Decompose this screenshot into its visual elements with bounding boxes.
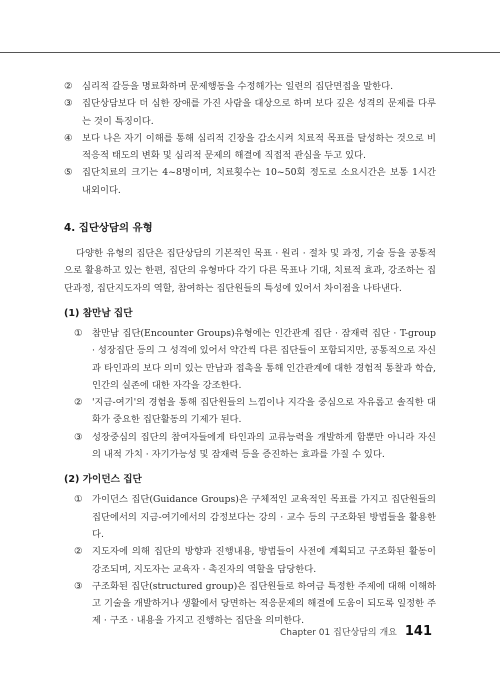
list-item: ③ 구조화된 집단(structured group)은 집단원들로 하여금 특정한 주제에 대해 이해하고 기술을 개발하거나 생활에서 당면하는 적응문제의 해결에 도움이 되도록 일정한 주제 · 구조 · 내용을 가지고 진행하는 집단을 의미한다. (74, 580, 436, 627)
intro-list (64, 78, 436, 199)
section-title: 4. 집단상담의 유형 (64, 222, 153, 235)
list-item: ② 지도자에 의해 집단의 방향과 진행내용, 방법들이 사전에 계획되고 구조화된 활동이 강조되며, 지도자는 교육자 · 촉진자의 역할을 담당한다. (74, 546, 436, 575)
guidance-list (64, 491, 436, 629)
list-item: ④ 보다 나은 자기 이해를 통해 심리적 긴장을 감소시켜 치료적 목표를 달성하는 것으로 비적응적 태도의 변화 및 심리적 문제의 해결에 직접적 관심을 두고 있다. (64, 132, 436, 162)
list-item: ② '지금-여기'의 경험을 통해 집단원들의 느낌이나 지각을 중심으로 자유롭고 솔직한 대화가 중요한 집단활동의 기제가 된다. (74, 397, 436, 426)
list-item: ① 가이던스 집단(Guidance Groups)은 구체적인 교육적인 목표를 가지고 집단원들의 집단에서의 지금-여기에서의 감정보다는 강의 · 교수 등의 구조화된 방법들을 활용한다. (74, 494, 436, 540)
page-footer (280, 624, 432, 639)
subsection-title-encounter: (1) 참만남 집단 (64, 307, 133, 319)
page-body (64, 78, 436, 630)
encounter-list (64, 325, 436, 463)
subsection-title-guidance: (2) 가이던스 집단 (64, 474, 142, 486)
chapter-label: Chapter 01 집단상담의 개요 (279, 628, 397, 638)
list-item: ③ 집단상담보다 더 심한 장애를 가진 사람을 대상으로 하며 보다 깊은 성격의 문제를 다루는 것이 특징이다. (64, 98, 436, 127)
list-item: ③ 성장중심의 집단의 참여자들에게 타인과의 교류능력을 개발하게 함뿐만 아니라 자신의 내적 가치 · 자기가능성 및 잠재력 등을 증진하는 효과를 가질 수 있다. (74, 431, 436, 461)
list-item: ② 심리적 갈등을 명료화하며 문제행동을 수정해가는 일련의 집단면접을 말한다. (64, 81, 394, 92)
header-rule (0, 52, 500, 53)
section-paragraph: 다양한 유형의 집단은 집단상담의 기본적인 목표 · 원리 · 절차 및 과정, 기술 등을 공통적으로 활용하고 있는 한편, 집단의 유형마다 각기 다른 목표나 기대, 치료적 효과, 강조하는 집단과정, 집단지도자의 역할, 참여하는 집단원들의 특성에 있어서 차이점을 나타낸다. (64, 248, 436, 294)
page-number: 141 (404, 624, 432, 639)
list-item: ⑤ 집단치료의 크기는 4~8명이며, 치료횟수는 10~50회 정도로 소요시간은 보통 1시간 내외이다. (64, 167, 436, 196)
list-item: ① 참만남 집단(Encounter Groups)유형에는 인간관계 집단 · 잠재력 집단 · T-group · 성장집단 등의 그 성격에 있어서 약간씩 다른 집단들이 포함되지만, 공통적으로 자신과 타인과의 보다 의미 있는 만남과 접촉을 통해 인간관계에 대한 경험적 통찰과 학습, 인간의 실존에 대한 자각을 강조한다. (74, 327, 436, 391)
